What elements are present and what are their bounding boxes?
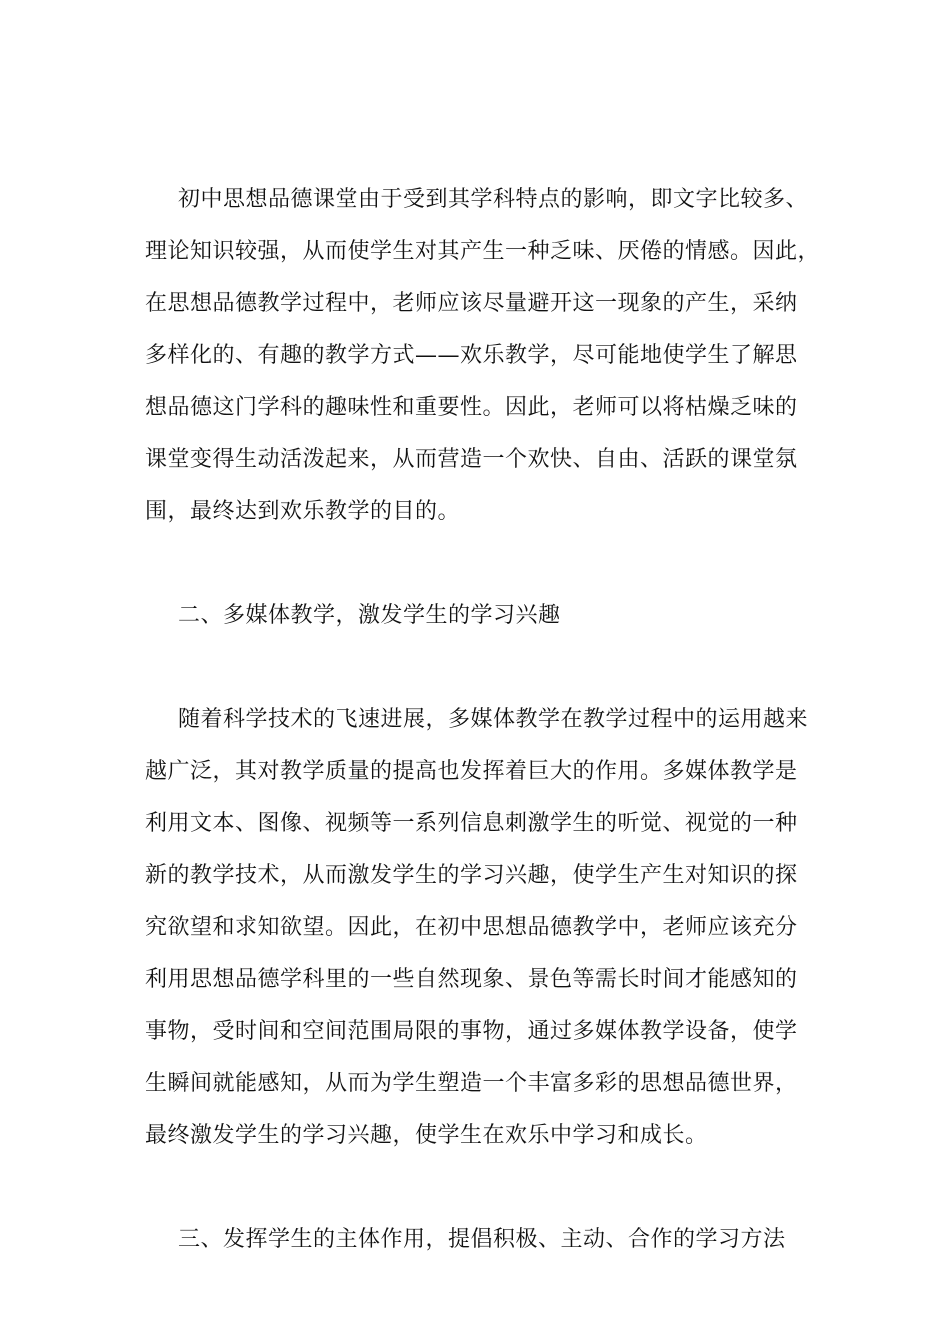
paragraph-line: 新的教学技术，从而激发学生的学习兴趣，使学生产生对知识的探 (145, 863, 798, 888)
paragraph-line: 想品德这门学科的趣味性和重要性。因此，老师可以将枯燥乏味的 (145, 395, 798, 420)
paragraph-line: 事物，受时间和空间范围局限的事物，通过多媒体教学设备，使学 (145, 1019, 798, 1044)
paragraph-line: 多样化的、有趣的教学方式——欢乐教学，尽可能地使学生了解思 (145, 343, 798, 368)
paragraph-line: 理论知识较强，从而使学生对其产生一种乏味、厌倦的情感。因此， (145, 239, 821, 264)
paragraph-line: 生瞬间就能感知，从而为学生塑造一个丰富多彩的思想品德世界， (145, 1071, 798, 1096)
paragraph-line: 利用思想品德学科里的一些自然现象、景色等需长时间才能感知的 (145, 967, 798, 992)
section-heading-multimedia: 二、多媒体教学，激发学生的学习兴趣 (178, 603, 561, 628)
paragraph-line: 利用文本、图像、视频等一系列信息刺激学生的听觉、视觉的一种 (145, 811, 798, 836)
paragraph-line: 课堂变得生动活泼起来，从而营造一个欢快、自由、活跃的课堂氛 (145, 447, 798, 472)
section-heading-student-subject: 三、发挥学生的主体作用，提倡积极、主动、合作的学习方法 (178, 1227, 786, 1252)
paragraph-line: 究欲望和求知欲望。因此，在初中思想品德教学中，老师应该充分 (145, 915, 798, 940)
paragraph-line: 随着科学技术的飞速进展，多媒体教学在教学过程中的运用越来 (178, 707, 809, 732)
paragraph-line: 在思想品德教学过程中，老师应该尽量避开这一现象的产生，采纳 (145, 291, 798, 316)
paragraph-line: 初中思想品德课堂由于受到其学科特点的影响，即文字比较多、 (178, 187, 809, 212)
paragraph-line: 越广泛，其对教学质量的提高也发挥着巨大的作用。多媒体教学是 (145, 759, 798, 784)
paragraph-line: 围，最终达到欢乐教学的目的。 (145, 499, 461, 524)
paragraph-line: 最终激发学生的学习兴趣，使学生在欢乐中学习和成长。 (145, 1123, 708, 1148)
